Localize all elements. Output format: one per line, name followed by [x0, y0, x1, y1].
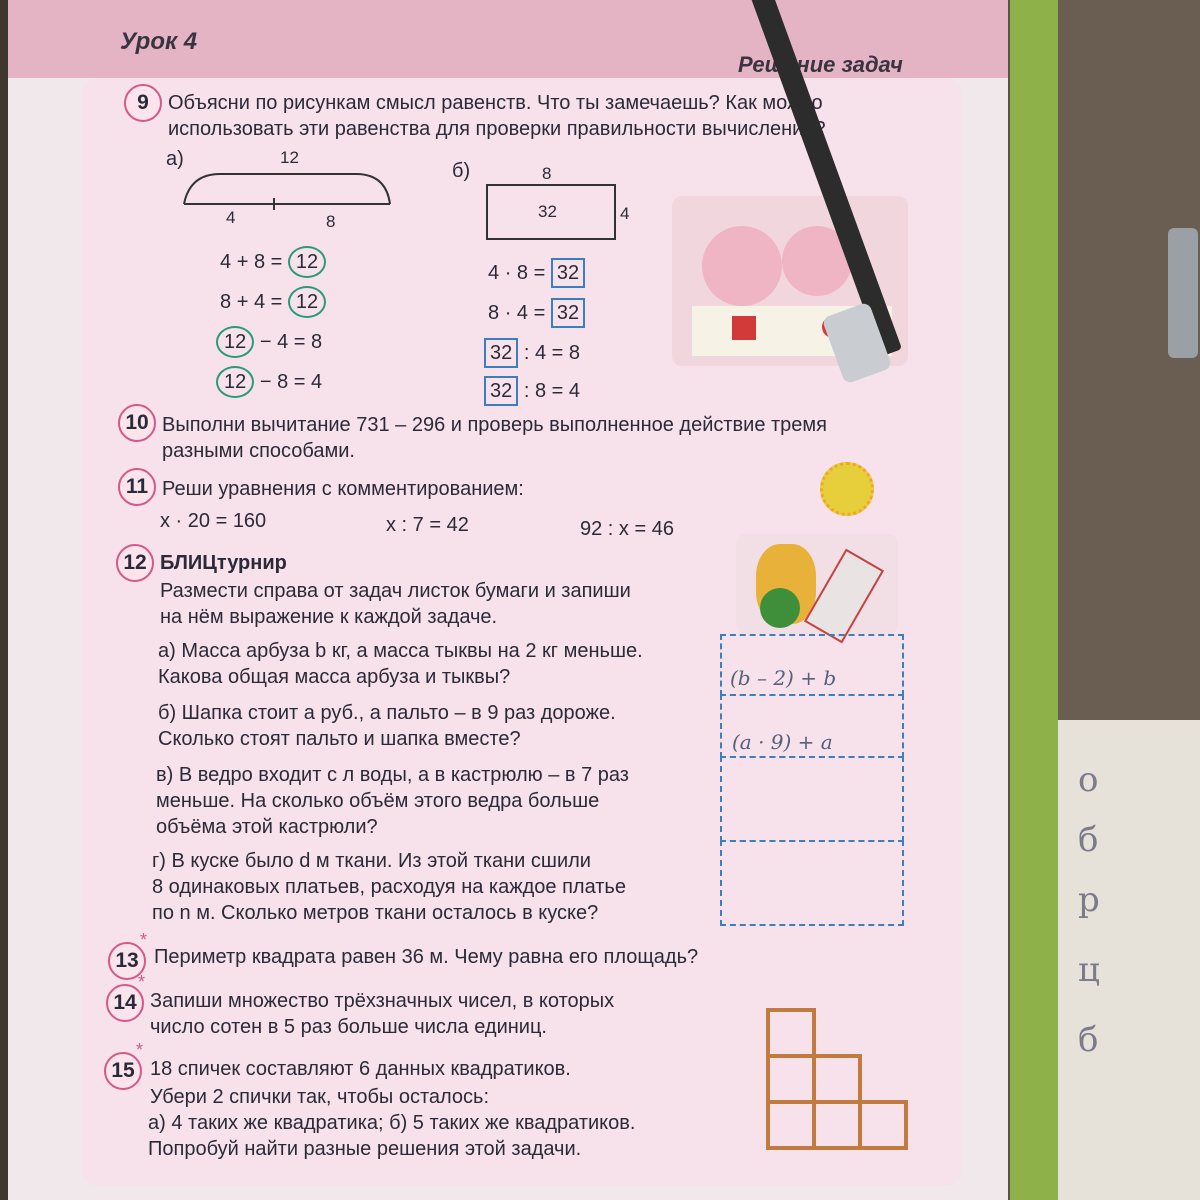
task9-label-b: б)	[452, 160, 471, 182]
task12-c1: в) В ведро входит c л воды, а в кастрюлю – в 7 раз	[156, 764, 629, 786]
star-mark-13: *	[140, 930, 148, 950]
task14-line1: Запиши множество трёхзначных чисел, в которых	[150, 990, 615, 1012]
task12-intro2: на нём выражение к каждой задаче.	[160, 606, 498, 628]
task-number-9: 9	[124, 84, 162, 122]
task12-intro1: Размести справа от задач листок бумаги и запиши	[160, 580, 631, 602]
rect-top-label: 8	[542, 164, 552, 183]
task11-line1: Реши уравнения с комментированием:	[162, 478, 524, 500]
segment-top-label: 12	[280, 148, 299, 167]
task-number-10: 10	[118, 404, 156, 442]
task10-line2: разными способами.	[162, 440, 355, 462]
segment-right-label: 8	[326, 212, 336, 231]
answer-box-c[interactable]	[720, 756, 904, 842]
equation-a-1: 4 + 8 = 12	[220, 246, 326, 278]
equation-b-3: 32 : 4 = 8	[484, 338, 580, 368]
star-mark-14: *	[138, 972, 146, 992]
book-cover	[1010, 0, 1058, 1200]
task12-d3: по n м. Сколько метров ткани осталось в куске?	[152, 902, 599, 924]
matchstick-figure	[764, 1006, 916, 1152]
task15-line3: а) 4 таких же квадратика; б) 5 таких же квадратиков.	[148, 1112, 636, 1134]
task12-b1: б) Шапка стоит a руб., а пальто – в 9 раз дороже.	[158, 702, 616, 724]
equation-b-4: 32 : 8 = 4	[484, 376, 580, 406]
task12-c2: меньше. На сколько объём этого ведра больше	[156, 790, 600, 812]
owl-illustration	[736, 534, 898, 634]
task9-label-a: а)	[166, 148, 184, 170]
task9-line1: Объясни по рисункам смысл равенств. Что ты замечаешь? Как можно	[168, 92, 823, 114]
task-number-12: 12	[116, 544, 154, 582]
task11-eq2: x : 7 = 42	[386, 514, 469, 536]
task12-d2: 8 одинаковых платьев, расходуя на каждое платье	[152, 876, 626, 898]
task12-d1: г) В куске было d м ткани. Из этой ткани сшили	[152, 850, 591, 872]
answer-box-d[interactable]	[720, 840, 904, 926]
handwritten-answer-b: (a · 9) + a	[732, 730, 833, 754]
pen	[1168, 228, 1198, 358]
equation-a-2: 8 + 4 = 12	[220, 286, 326, 318]
rect-center-label: 32	[538, 202, 557, 221]
task12-title: БЛИЦтурнир	[160, 552, 287, 574]
task15-line4: Попробуй найти разные решения этой задачи.	[148, 1138, 582, 1160]
equation-a-3: 12 − 4 = 8	[216, 326, 322, 358]
equation-a-4: 12 − 8 = 4	[216, 366, 322, 398]
equation-b-1: 4 · 8 = 32	[488, 258, 585, 288]
task12-a2: Какова общая масса арбуза и тыквы?	[158, 666, 511, 688]
task11-eq3: 92 : x = 46	[580, 518, 674, 540]
medal-icon	[820, 462, 874, 516]
task13-line1: Периметр квадрата равен 36 м. Чему равна его площадь?	[154, 946, 699, 968]
task-number-14: 14	[106, 984, 144, 1022]
task9-line2: использовать эти равенства для проверки правильности вычислений?	[168, 118, 826, 140]
segment-diagram	[180, 168, 394, 214]
handwritten-answer-a: (b – 2) + b	[730, 666, 837, 690]
rect-side-label: 4	[620, 204, 630, 223]
task11-eq1: x · 20 = 160	[160, 510, 267, 532]
task14-line2: число сотен в 5 раз больше числа единиц.	[150, 1016, 547, 1038]
task10-line1: Выполни вычитание 731 – 296 и проверь выполненное действие тремя	[162, 414, 828, 436]
equation-b-2: 8 · 4 = 32	[488, 298, 585, 328]
task12-b2: Сколько стоят пальто и шапка вместе?	[158, 728, 521, 750]
lesson-title: Урок 4	[120, 28, 198, 55]
task-number-11: 11	[118, 468, 156, 506]
task-number-15: 15	[104, 1052, 142, 1090]
task12-c3: объёма этой кастрюли?	[156, 816, 378, 838]
task12-a1: а) Масса арбуза b кг, а масса тыквы на 2 кг меньше.	[158, 640, 643, 662]
section-title: Решение задач	[738, 52, 903, 77]
segment-left-label: 4	[226, 208, 236, 227]
star-mark-15: *	[136, 1040, 144, 1060]
task-number-13: 13	[108, 942, 146, 980]
task15-line2: Убери 2 спички так, чтобы осталось:	[150, 1086, 490, 1108]
notebook-paper: о б р ц б	[1058, 720, 1200, 1200]
task15-line1: 18 спичек составляют 6 данных квадратиков.	[150, 1058, 571, 1080]
